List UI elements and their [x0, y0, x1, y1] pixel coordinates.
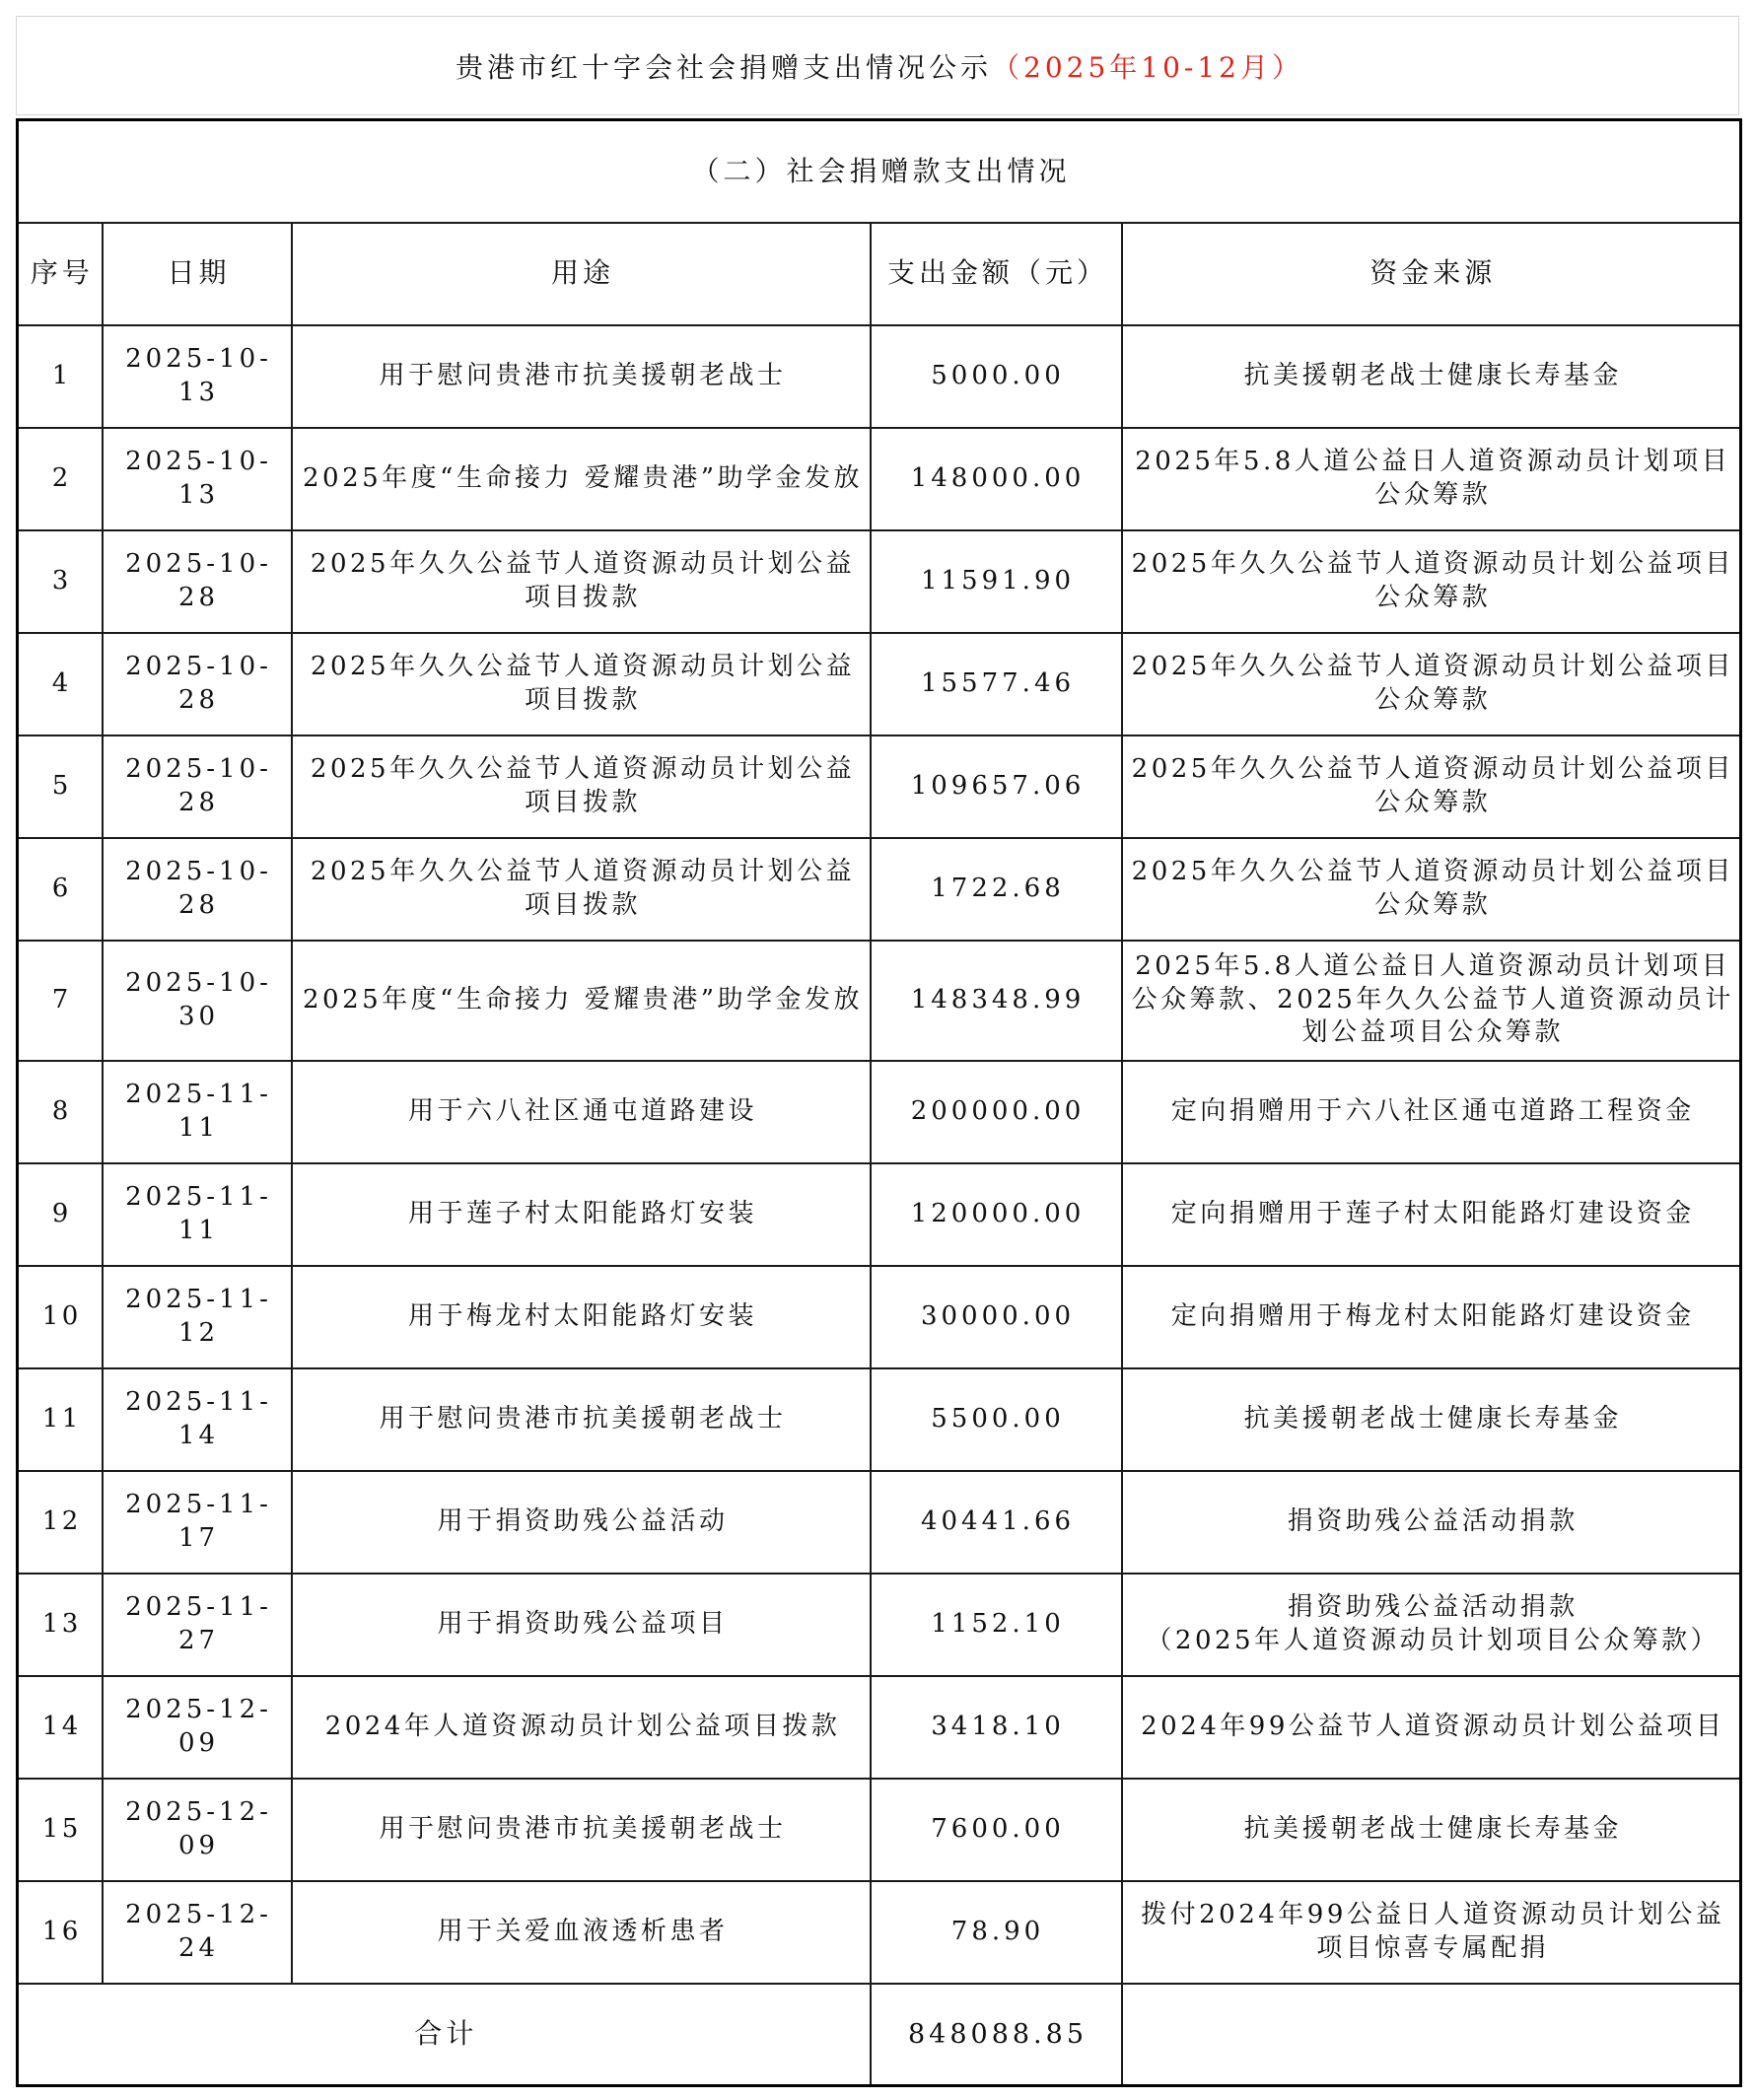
header-amount: 支出金额（元）	[871, 223, 1122, 325]
cell-no: 7	[18, 941, 103, 1061]
cell-no: 1	[18, 325, 103, 428]
title-main: 贵港市红十字会社会捐赠支出情况公示	[456, 50, 993, 84]
cell-no: 13	[18, 1574, 103, 1676]
cell-amount: 5500.00	[871, 1368, 1122, 1471]
section-title: （二）社会捐赠款支出情况	[18, 120, 1741, 223]
table-row	[18, 1368, 1741, 1471]
cell-amount: 78.90	[871, 1881, 1122, 1984]
header-source: 资金来源	[1122, 223, 1741, 325]
cell-date: 2025-11-27	[103, 1574, 292, 1676]
table-row	[18, 735, 1741, 838]
table-row	[18, 633, 1741, 735]
total-amount: 848088.85	[871, 1984, 1122, 2086]
cell-amount: 3418.10	[871, 1676, 1122, 1779]
total-source-empty	[1122, 1984, 1741, 2086]
cell-amount: 11591.90	[871, 530, 1122, 633]
cell-date: 2025-10-13	[103, 428, 292, 530]
cell-date: 2025-11-17	[103, 1471, 292, 1574]
title-period: （2025年10-12月）	[992, 50, 1303, 84]
cell-no: 4	[18, 633, 103, 735]
cell-source: 抗美援朝老战士健康长寿基金	[1122, 1368, 1741, 1471]
cell-amount: 200000.00	[871, 1061, 1122, 1163]
cell-purpose: 用于梅龙村太阳能路灯安装	[292, 1266, 871, 1368]
cell-date: 2025-12-09	[103, 1676, 292, 1779]
table-row	[18, 1676, 1741, 1779]
document-title	[16, 16, 1739, 115]
cell-purpose: 用于六八社区通屯道路建设	[292, 1061, 871, 1163]
header-date: 日期	[103, 223, 292, 325]
table-row	[18, 1061, 1741, 1163]
cell-date: 2025-11-11	[103, 1061, 292, 1163]
table-row	[18, 1574, 1741, 1676]
cell-purpose: 用于捐资助残公益活动	[292, 1471, 871, 1574]
donation-expenditure-table	[16, 118, 1742, 2087]
cell-purpose: 用于慰问贵港市抗美援朝老战士	[292, 1779, 871, 1881]
cell-source: 抗美援朝老战士健康长寿基金	[1122, 325, 1741, 428]
cell-source: 捐资助残公益活动捐款 （2025年人道资源动员计划项目公众筹款）	[1122, 1574, 1741, 1676]
cell-source: 2025年久久公益节人道资源动员计划公益项目公众筹款	[1122, 735, 1741, 838]
cell-amount: 148348.99	[871, 941, 1122, 1061]
table-body	[18, 325, 1741, 1984]
cell-amount: 15577.46	[871, 633, 1122, 735]
cell-purpose: 用于关爱血液透析患者	[292, 1881, 871, 1984]
cell-source: 2025年久久公益节人道资源动员计划公益项目公众筹款	[1122, 633, 1741, 735]
cell-purpose: 2024年人道资源动员计划公益项目拨款	[292, 1676, 871, 1779]
cell-amount: 7600.00	[871, 1779, 1122, 1881]
table-row	[18, 1471, 1741, 1574]
cell-no: 5	[18, 735, 103, 838]
cell-date: 2025-12-24	[103, 1881, 292, 1984]
cell-amount: 148000.00	[871, 428, 1122, 530]
cell-date: 2025-10-28	[103, 838, 292, 941]
cell-date: 2025-11-11	[103, 1163, 292, 1266]
cell-purpose: 2025年度“生命接力 爱耀贵港”助学金发放	[292, 428, 871, 530]
cell-source: 2025年5.8人道公益日人道资源动员计划项目公众筹款	[1122, 428, 1741, 530]
cell-date: 2025-10-28	[103, 530, 292, 633]
cell-source: 定向捐赠用于梅龙村太阳能路灯建设资金	[1122, 1266, 1741, 1368]
cell-source: 捐资助残公益活动捐款	[1122, 1471, 1741, 1574]
cell-purpose: 2025年久久公益节人道资源动员计划公益项目拨款	[292, 735, 871, 838]
cell-no: 2	[18, 428, 103, 530]
cell-amount: 1152.10	[871, 1574, 1122, 1676]
cell-amount: 30000.00	[871, 1266, 1122, 1368]
header-no: 序号	[18, 223, 103, 325]
cell-no: 16	[18, 1881, 103, 1984]
cell-amount: 1722.68	[871, 838, 1122, 941]
cell-amount: 5000.00	[871, 325, 1122, 428]
table-row	[18, 1266, 1741, 1368]
table-row	[18, 325, 1741, 428]
cell-source: 2025年久久公益节人道资源动员计划公益项目公众筹款	[1122, 838, 1741, 941]
cell-purpose: 2025年久久公益节人道资源动员计划公益项目拨款	[292, 530, 871, 633]
cell-date: 2025-11-12	[103, 1266, 292, 1368]
cell-no: 11	[18, 1368, 103, 1471]
table-row	[18, 530, 1741, 633]
table-row	[18, 1881, 1741, 1984]
cell-date: 2025-12-09	[103, 1779, 292, 1881]
cell-source: 定向捐赠用于莲子村太阳能路灯建设资金	[1122, 1163, 1741, 1266]
cell-date: 2025-10-13	[103, 325, 292, 428]
cell-amount: 120000.00	[871, 1163, 1122, 1266]
total-label: 合计	[18, 1984, 871, 2086]
cell-source: 拨付2024年99公益日人道资源动员计划公益项目惊喜专属配捐	[1122, 1881, 1741, 1984]
cell-purpose: 用于慰问贵港市抗美援朝老战士	[292, 325, 871, 428]
cell-no: 6	[18, 838, 103, 941]
cell-no: 15	[18, 1779, 103, 1881]
cell-purpose: 用于慰问贵港市抗美援朝老战士	[292, 1368, 871, 1471]
cell-source: 2025年久久公益节人道资源动员计划公益项目公众筹款	[1122, 530, 1741, 633]
cell-no: 3	[18, 530, 103, 633]
table-row	[18, 838, 1741, 941]
cell-source: 定向捐赠用于六八社区通屯道路工程资金	[1122, 1061, 1741, 1163]
total-row	[18, 1984, 1741, 2086]
cell-amount: 40441.66	[871, 1471, 1122, 1574]
cell-no: 14	[18, 1676, 103, 1779]
header-purpose: 用途	[292, 223, 871, 325]
cell-purpose: 用于捐资助残公益项目	[292, 1574, 871, 1676]
table-row	[18, 1163, 1741, 1266]
cell-source: 抗美援朝老战士健康长寿基金	[1122, 1779, 1741, 1881]
cell-purpose: 用于莲子村太阳能路灯安装	[292, 1163, 871, 1266]
cell-purpose: 2025年久久公益节人道资源动员计划公益项目拨款	[292, 633, 871, 735]
table-row	[18, 428, 1741, 530]
cell-source: 2025年5.8人道公益日人道资源动员计划项目公众筹款、2025年久久公益节人道资源动员计划公益项目公众筹款	[1122, 941, 1741, 1061]
cell-date: 2025-11-14	[103, 1368, 292, 1471]
section-title-row	[18, 120, 1741, 223]
cell-purpose: 2025年久久公益节人道资源动员计划公益项目拨款	[292, 838, 871, 941]
cell-date: 2025-10-28	[103, 633, 292, 735]
cell-no: 9	[18, 1163, 103, 1266]
cell-purpose: 2025年度“生命接力 爱耀贵港”助学金发放	[292, 941, 871, 1061]
cell-no: 8	[18, 1061, 103, 1163]
cell-no: 12	[18, 1471, 103, 1574]
cell-amount: 109657.06	[871, 735, 1122, 838]
table-row	[18, 1779, 1741, 1881]
table-row	[18, 941, 1741, 1061]
cell-date: 2025-10-30	[103, 941, 292, 1061]
cell-source: 2024年99公益节人道资源动员计划公益项目	[1122, 1676, 1741, 1779]
header-row	[18, 223, 1741, 325]
cell-no: 10	[18, 1266, 103, 1368]
cell-date: 2025-10-28	[103, 735, 292, 838]
